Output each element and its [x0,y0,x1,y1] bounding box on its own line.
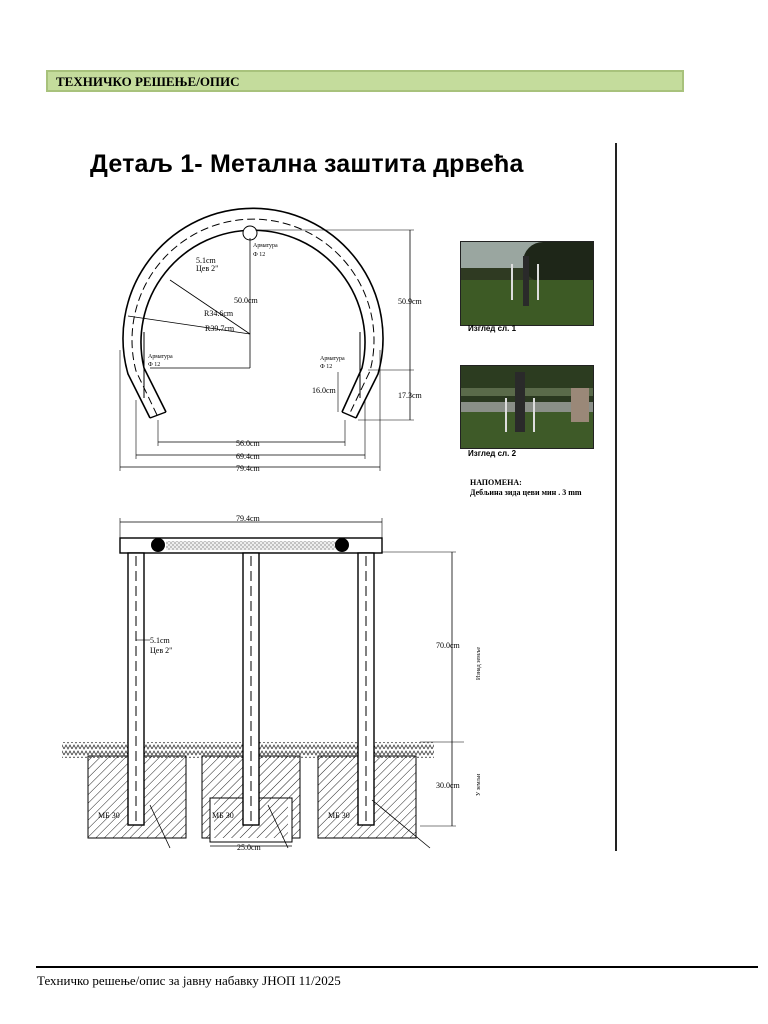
armatura-left-size: Ф 12 [148,362,161,368]
photo2-caption: Изглед сл. 2 [468,449,517,458]
photo2-post-2 [533,398,535,432]
r-inner-label: R34.6cm [204,309,234,318]
photo1-post-2 [537,264,539,300]
footer-text: Техничко решење/опис за јавну набавку ЈНОП 11/2025 [37,973,341,988]
photo2-foliage [461,366,593,388]
elevation-drawing [62,514,482,852]
footer-divider [36,966,758,968]
photo2-trunk [515,372,525,432]
top-width-label: 79.4cm [236,514,260,523]
concrete-label-1: МБ 30 [98,811,120,820]
photo2-person [571,388,589,422]
height-right-label: 50.9cm [398,297,422,306]
photo1-trunk [523,256,529,306]
note-title: НАПОМЕНА: [470,478,522,487]
armatura-left-label: Арматура [148,354,173,360]
leg-height-label: 17.3cm [398,391,422,400]
below-ground-label: У земљи [476,773,482,796]
armatura-right-label: Арматура [320,356,345,362]
post-pipe-name: Цев 2" [150,646,173,655]
photo1-caption: Изглед сл. 1 [468,324,517,333]
concrete-label-3: МБ 30 [328,811,350,820]
pipe-name-label: Цев 2" [196,264,219,273]
photo1-tree [523,242,593,282]
above-ground-label: Изнад земље [476,647,482,680]
photo1-post-1 [511,264,513,300]
photo-view-2 [460,365,594,449]
armatura-top-label: Арматура [253,243,278,249]
armatura-top-size: Ф 12 [253,252,266,258]
arch-drawing [120,208,423,473]
above-ground-dim: 70.0cm [436,641,460,650]
base-width-label: 25.0cm [237,843,261,852]
width-mid-label: 69.4cm [236,452,260,461]
leg-length-label: 16.0cm [312,386,336,395]
concrete-label-2: МБ 30 [212,811,234,820]
armatura-right-size: Ф 12 [320,364,333,370]
r-outer-label: R39.7cm [205,324,235,333]
width-inner-label: 56.0cm [236,439,260,448]
below-ground-dim: 30.0cm [436,781,460,790]
pipe-dia-label: 5.1cm [196,256,216,265]
section-header-title: ТЕХНИЧКО РЕШЕЊЕ/ОПИС [56,74,240,89]
detail-title: Детаљ 1- Метална заштита дрвећа [90,150,524,178]
post-pipe-dia: 5.1cm [150,636,170,645]
note-text: Дебљина зида цеви мин . 3 mm [470,488,582,497]
photo2-post-1 [505,398,507,432]
photo-view-1 [460,241,594,326]
height-center-label: 50.0cm [234,296,258,305]
width-outer-label: 79.4cm [236,464,260,473]
